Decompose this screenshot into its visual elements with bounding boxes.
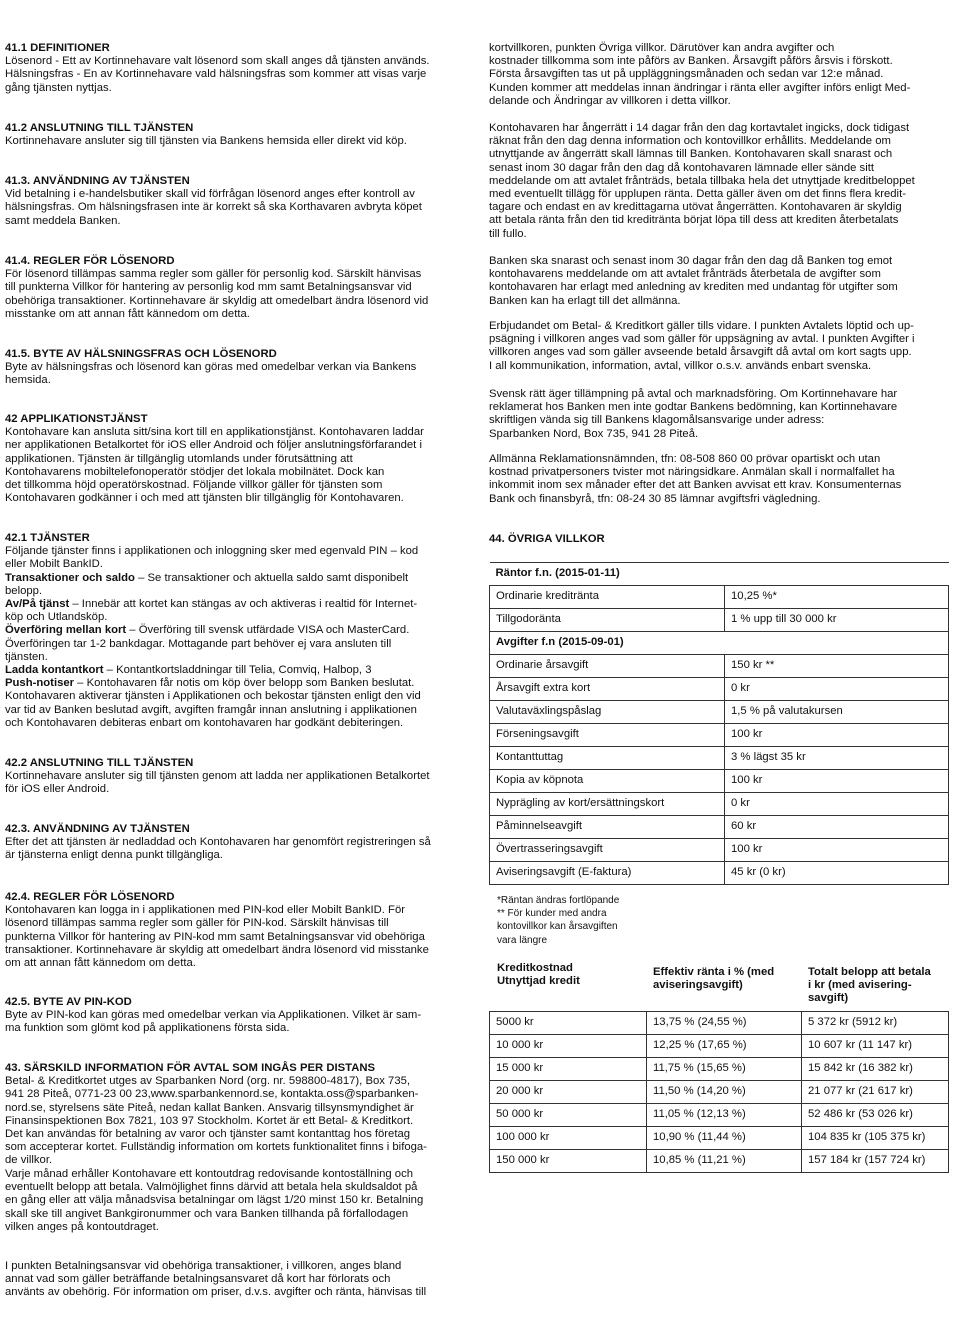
credit-rate: 12,25 % (17,65 %) [647, 1035, 802, 1058]
fee-label: Kopia av köpnota [490, 770, 725, 793]
fee-value: 100 kr [725, 770, 949, 793]
credit-col-header-amount [497, 962, 637, 988]
text-line: Erbjudandet om Betal- & Kreditkort gäller tills vidare. I punkten Avtalets löptid och up- [489, 320, 914, 332]
header-line: Effektiv ränta i % (med [653, 966, 775, 978]
paragraph-withdrawal [489, 122, 959, 241]
text-line: Kontohavaren har ångerrätt i 14 dagar från den dag kortavtalet ingicks, dock tidigast [489, 122, 910, 134]
text-line: Sparbanken Nord, Box 735, 941 28 Piteå. [489, 427, 699, 440]
text-line: ma funktion som glömt kod på applikationens första sida. [5, 1022, 290, 1035]
section-41-1 [5, 42, 470, 95]
fee-label: Ordinarie kreditränta [490, 586, 725, 609]
table-row [490, 1081, 949, 1104]
fee-label: Övertrasseringsavgift [490, 839, 725, 862]
credit-rate: 13,75 % (24,55 %) [647, 1012, 802, 1035]
text-line: eller Mobilt BankID. [5, 558, 103, 571]
text-line: kontohavarens meddelande om att avtalet frånträds återbetala de avgifter som [489, 268, 881, 281]
section-43 [5, 1062, 470, 1168]
text-line: villkoren anges vad som gäller avseende betald årsavgift då avtal om kort sagts upp. [489, 346, 912, 359]
fee-value: 45 kr (0 kr) [725, 862, 949, 885]
text-line: till punkterna Villkor för hantering av personlig kod mm samt Betalningsansvar vid [5, 281, 412, 294]
text-line: kontohavaren har erlagt med anledning av krediten med undantag för utgifter som [489, 281, 898, 294]
section-title: 43. SÄRSKILD INFORMATION FÖR AVTAL SOM INGÅS PER DISTANS [5, 1062, 376, 1074]
section-title: 44. ÖVRIGA VILLKOR [489, 533, 605, 545]
text-line: Efter det att tjänsten är nedladdad och Kontohavaren har genomfört registreringen så [5, 836, 431, 849]
header-line: Kreditkostnad [497, 962, 573, 974]
text-line: en gång eller att välja månadsvisa betalningar om lägst 1/20 minst 150 kr. Betalning [5, 1194, 424, 1207]
fee-value: 0 kr [725, 793, 949, 816]
service-desc: – Kontantkortsladdningar till Telia, Comviq, Halbop, 3 [103, 664, 372, 677]
table-row [490, 839, 949, 862]
text-line: I all kommunikation, information, avtal, villkor o.s.v. används enbart svenska. [489, 359, 872, 372]
text-line: att betala ränta från den tid kreditränta börjat löpa till dess att krediten återbetalats [489, 214, 899, 227]
credit-total: 21 077 kr (21 617 kr) [802, 1081, 949, 1104]
header-line: i kr (med avisering- [808, 979, 912, 992]
text-line: samt meddela Banken. [5, 214, 121, 227]
fees-footnote [497, 894, 647, 947]
text-line: Kontohavarens mobiltelefonoperatör stödjer det lokala mobilnätet. Dock kan [5, 465, 385, 478]
text-line: belopp. [5, 584, 43, 597]
text-line: kostnader tillkomma som inte påförs av Banken. Årsavgift påförs årsvis i förskott. [489, 55, 893, 68]
header-line: aviseringsavgift) [653, 979, 743, 992]
text-line: Banken ska snarast och senast inom 30 dagar från den dag då Banken tog emot [489, 255, 893, 267]
credit-amount: 50 000 kr [490, 1104, 647, 1127]
fee-value: 100 kr [725, 839, 949, 862]
section-title: 41.1 DEFINITIONER [5, 42, 110, 54]
section-title: 41.4. REGLER FÖR LÖSENORD [5, 255, 175, 267]
text-line: skall ske till angivet Bankgironummer och vara Banken tillhanda på förfallodagen [5, 1207, 409, 1220]
text-line: Allmänna Reklamationsnämnden, tfn: 08-508 860 00 prövar opartiskt och utan [489, 453, 881, 465]
text-line: eventuellt belopp att betala. Valmöjlighet finns därvid att betala hela skuldsaldot på [5, 1181, 418, 1194]
service-item [5, 664, 470, 677]
section-42-2 [5, 757, 470, 797]
fee-label: Årsavgift extra kort [490, 678, 725, 701]
table-row [490, 1104, 949, 1127]
table-row [490, 1035, 949, 1058]
text-line: räknat från den dag denna information och kontovillkor erhållits. Meddelande om [489, 135, 891, 148]
text-line: lösenord tillämpas samma regler som gäller för PIN-kod. Särskilt hänvisas till [5, 917, 389, 930]
text-line: obehöriga transaktioner. Kortinnehavare är skyldig att omedelbart ändra lösenord vid [5, 294, 429, 307]
credit-total: 15 842 kr (16 382 kr) [802, 1058, 949, 1081]
text-line: de villkor. [5, 1154, 53, 1167]
text-line: Svensk rätt äger tillämpning på avtal och marknadsföring. Om Kortinnehavare har [489, 388, 898, 400]
fee-value: 150 kr ** [725, 655, 949, 678]
text-line: kontovillkor kan årsavgiften [497, 921, 618, 933]
section-42-3 [5, 823, 470, 863]
table-row [490, 862, 949, 885]
service-term: Av/På tjänst [5, 598, 70, 611]
table-row [490, 632, 949, 655]
text-line: med eventuellt tillägg för upplupen ränta. Detta gäller även om det finns flera kredit- [489, 188, 906, 201]
section-title: 42.4. REGLER FÖR LÖSENORD [5, 891, 175, 903]
text-line: utnyttjande av ångerrätt skall lämnas till Banken. Kontohavaren skall snarast och [489, 148, 893, 161]
text-line: ner applikationen Betalkortet för iOS eller Android och följer anslutningsförfarandet i [5, 439, 422, 452]
fee-label: Tillgodoränta [490, 609, 725, 632]
paragraph-offer [489, 320, 959, 373]
section-title: 41.3. ANVÄNDNING AV TJÄNSTEN [5, 175, 190, 187]
text-line: ** För kunder med andra [497, 908, 607, 920]
section-title: 42.5. BYTE AV PIN-KOD [5, 996, 132, 1008]
header-line: Totalt belopp att betala [808, 966, 931, 978]
table-row [490, 655, 949, 678]
table-row [490, 816, 949, 839]
credit-total: 5 372 kr (5912 kr) [802, 1012, 949, 1035]
credit-amount: 15 000 kr [490, 1058, 647, 1081]
text-line: kostnad privatpersoners tvister mot näringsidkare. Anmälan skall i normalfallet ha [489, 466, 895, 479]
fees-table [489, 562, 949, 885]
text-line: hälsningsfras. Om hälsningsfrasen inte är korrekt så ska Korthavaren avbryta köpet [5, 201, 422, 214]
section-44 [489, 533, 959, 546]
table-row [490, 724, 949, 747]
text-line: I punkten Betalningsansvar vid obehöriga transaktioner, i villkoren, anges bland [5, 1260, 402, 1272]
paragraph-liability [5, 1260, 470, 1300]
section-41-5 [5, 348, 470, 388]
text-line: Överföringen tar 1-2 bankdagar. Mottagande part behöver ej vara ansluten till [5, 637, 392, 650]
credit-amount: 100 000 kr [490, 1127, 647, 1150]
fee-value: 3 % lägst 35 kr [725, 747, 949, 770]
fee-value: 1 % upp till 30 000 kr [725, 609, 949, 632]
table-row [490, 1012, 949, 1035]
service-item [5, 624, 470, 637]
credit-amount: 10 000 kr [490, 1035, 647, 1058]
service-desc: – Innebär att kortet kan stängas av och aktiveras i realtid för Internet- [69, 598, 418, 611]
paragraph-arn [489, 453, 959, 506]
text-line: Byte av PIN-kod kan göras med omedelbar verkan via Applikationen. Vilket är sam- [5, 1009, 422, 1022]
text-line: Byte av hälsningsfras och lösenord kan göras med omedelbar verkan via Bankens [5, 361, 417, 374]
text-line: Lösenord - Ett av Kortinnehavare valt lösenord som skall anges då tjänsten används. [5, 55, 430, 68]
text-line: annat vad som gäller beträffande betalningsansvaret då kort har förlorats och [5, 1273, 391, 1286]
text-line: för iOS eller Android. [5, 783, 110, 796]
fee-value: 100 kr [725, 724, 949, 747]
text-line: *Räntan ändras fortlöpande [497, 895, 620, 906]
service-desc: – Överföring till svensk utfärdade VISA och MasterCard. [126, 624, 410, 637]
text-line: är tjänsterna enligt denna punkt tillgängliga. [5, 849, 223, 862]
credit-rate: 11,50 % (14,20 %) [647, 1081, 802, 1104]
header-line: savgift) [808, 992, 849, 1005]
text-line: använts av obehörig. För information om priser, d.v.s. avgifter och ränta, hänvisas till [5, 1286, 427, 1299]
service-term: Push-notiser [5, 677, 75, 690]
text-line: nord.se, styrelsens säte Piteå, nedan kallat Banken. Ansvarig tillsynsmyndighet är [5, 1101, 414, 1114]
text-line: köp och Utlandsköp. [5, 611, 108, 624]
table-row [490, 1127, 949, 1150]
fee-value: 10,25 %* [725, 586, 949, 609]
text-line: Följande tjänster finns i applikationen och inloggning sker med egenvald PIN – kod [5, 545, 419, 558]
text-line: Betal- & Kreditkortet utges av Sparbanken Nord (org. nr. 598800-4817), Box 735, [5, 1075, 411, 1088]
fee-value: 0 kr [725, 678, 949, 701]
section-title: 42.2 ANSLUTNING TILL TJÄNSTEN [5, 757, 194, 769]
credit-total: 52 486 kr (53 026 kr) [802, 1104, 949, 1127]
table-header: Räntor f.n. (2015-01-11) [490, 563, 949, 586]
credit-cost-table [489, 1011, 949, 1173]
text-line: För lösenord tillämpas samma regler som gäller för personlig kod. Särskilt hänvisas [5, 268, 422, 281]
text-line: hemsida. [5, 374, 51, 387]
text-line: delande och Ändringar av villkoren i detta villkor. [489, 94, 731, 107]
section-42-1 [5, 532, 470, 730]
paragraph-monthly [5, 1168, 470, 1234]
text-line: Första årsavgiften tas ut på uppläggningsmånaden och sedan var 12:e månad. [489, 68, 884, 81]
text-line: 941 28 Piteå, 0771-23 00 23,www.sparbankennord.se, kontakta.oss@sparbanken- [5, 1088, 419, 1101]
credit-amount: 150 000 kr [490, 1150, 647, 1173]
text-line: och Kontohavaren debiteras enbart om kontohavaren har godkänt debiteringen. [5, 716, 404, 729]
service-desc: – Kontohavaren får notis om köp över belopp som Banken beslutat. [74, 677, 415, 690]
fee-label: Nyprägling av kort/ersättningskort [490, 793, 725, 816]
text-line: det tillkomma höjd operatörskostnad. Följande villkor gäller för tjänsten som [5, 479, 383, 492]
fee-value: 1,5 % på valutakursen [725, 701, 949, 724]
text-line: Det kan användas för betalning av varor och tjänster samt kontanttag hos företag [5, 1128, 411, 1141]
text-line: Kontohavaren aktiverar tjänsten i Applikationen och bekostar tjänsten enligt den vid [5, 690, 421, 703]
table-row [490, 1150, 949, 1173]
text-line: punkterna Villkor för hantering av PIN-kod mm samt Betalningsansvar vid obehöriga [5, 930, 425, 943]
text-line: Kontohavare kan ansluta sitt/sina kort till en applikationstjänst. Kontohavaren laddar [5, 426, 424, 439]
service-term: Ladda kontantkort [5, 664, 104, 677]
text-line: transaktioner. Kortinnehavare är skyldig att omedelbart ändra lösenord vid misstanke [5, 943, 429, 956]
service-desc: – Se transaktioner och aktuella saldo samt disponibelt [134, 571, 409, 584]
section-title: 42.3. ANVÄNDNING AV TJÄNSTEN [5, 823, 190, 835]
text-line: tjänsten. [5, 650, 48, 663]
text-line: inkommit inom sex månader efter det att Banken avvisat ett krav. Konsumenternas [489, 479, 902, 492]
text-line: psägning i villkoren anges vad som gäller för uppsägning av avtal. I punkten Avgifter i [489, 333, 915, 346]
text-line: Kunden kommer att meddelas innan ändringar i ränta eller avgifter införs enligt Med- [489, 81, 911, 94]
text-line: Kontohavaren kan logga in i applikationen med PIN-kod eller Mobilt BankID. För [5, 904, 406, 917]
table-row [490, 701, 949, 724]
text-line: Kontohavaren godkänner i och med att tjänsten blir tillgänglig för Kontohavaren. [5, 492, 404, 505]
table-row [490, 563, 949, 586]
text-line: var tid av Banken beslutad avgift, avgiften framgår innan anslutning i applikationen [5, 703, 417, 716]
service-term: Transaktioner och saldo [5, 571, 135, 584]
section-42-5 [5, 996, 470, 1036]
credit-col-header-rate [653, 966, 803, 992]
section-title: 41.2 ANSLUTNING TILL TJÄNSTEN [5, 122, 194, 134]
fee-label: Påminnelseavgift [490, 816, 725, 839]
credit-rate: 11,75 % (15,65 %) [647, 1058, 802, 1081]
text-line: om att annan fått kännedom om detta. [5, 957, 196, 970]
credit-amount: 5000 kr [490, 1012, 647, 1035]
text-line: tagare och endast en av kredittagarna utövat ångerrätten. Kontohavaren är skyldig [489, 201, 902, 214]
service-item [5, 598, 470, 611]
credit-col-header-total [808, 966, 958, 1006]
text-line: meddelande om att avtalet frånträds, betala tillbaka hela det utnyttjade kreditbeloppet [489, 174, 915, 187]
text-line: vilken anges på kontoutdraget. [5, 1220, 159, 1233]
service-item [5, 572, 470, 585]
section-42 [5, 413, 470, 505]
text-line: som accepterar kortet. Fullständig information om kortets funktionalitet finns i bifoga- [5, 1141, 427, 1154]
text-line: Varje månad erhåller Kontohavare ett kontoutdrag redovisande kontoställning och [5, 1168, 413, 1180]
credit-total: 104 835 kr (105 375 kr) [802, 1127, 949, 1150]
section-title: 41.5. BYTE AV HÄLSNINGSFRAS OCH LÖSENORD [5, 348, 277, 360]
text-line: Finansinspektionen Box 7821, 103 97 Stockholm. Kortet är ett Betal- & Kreditkort. [5, 1114, 414, 1127]
credit-total: 157 184 kr (157 724 kr) [802, 1150, 949, 1173]
fee-label: Ordinarie årsavgift [490, 655, 725, 678]
fee-label: Valutaväxlingspåslag [490, 701, 725, 724]
section-41-2 [5, 122, 470, 148]
table-row [490, 770, 949, 793]
credit-amount: 20 000 kr [490, 1081, 647, 1104]
text-line: Vid betalning i e-handelsbutiker skall vid förfrågan lösenord anges efter kontroll av [5, 188, 415, 201]
table-row [490, 678, 949, 701]
header-line: Utnyttjad kredit [497, 975, 580, 988]
section-42-4 [5, 891, 470, 970]
table-header: Avgifter f.n (2015-09-01) [490, 632, 949, 655]
credit-rate: 10,90 % (11,44 %) [647, 1127, 802, 1150]
fee-label: Aviseringsavgift (E-faktura) [490, 862, 725, 885]
section-title: 42 APPLIKATIONSTJÄNST [5, 413, 148, 425]
table-row [490, 1058, 949, 1081]
credit-total: 10 607 kr (11 147 kr) [802, 1035, 949, 1058]
service-item [5, 677, 470, 690]
table-row [490, 747, 949, 770]
table-row [490, 793, 949, 816]
paragraph-refund [489, 255, 959, 308]
text-line: till fullo. [489, 227, 527, 240]
text-line: senast inom 30 dagar från den dag då kontohavaren lämnade eller sände sitt [489, 161, 874, 174]
text-line: vara längre [497, 934, 548, 946]
text-line: Bank och finansbyrå, tfn: 08-24 30 85 lämnar avgiftsfri vägledning. [489, 492, 821, 505]
paragraph-fees-info [489, 42, 959, 108]
table-row [490, 609, 949, 632]
section-41-3 [5, 175, 470, 228]
section-title: 42.1 TJÄNSTER [5, 532, 90, 544]
text-line: gång tjänsten nyttjas. [5, 81, 112, 94]
text-line: Kortinnehavare ansluter sig till tjänsten via Bankens hemsida eller direkt vid köp. [5, 135, 407, 148]
credit-rate: 11,05 % (12,13 %) [647, 1104, 802, 1127]
text-line: skriftligen vända sig till Bankens klagomålsansvarige under adress: [489, 414, 825, 427]
fee-label: Förseningsavgift [490, 724, 725, 747]
table-row [490, 586, 949, 609]
text-line: Hälsningsfras - En av Kortinnehavare vald hälsningsfras som kommer att visas varje [5, 68, 427, 81]
text-line: Kortinnehavare ansluter sig till tjänsten genom att ladda ner applikationen Betalkortet [5, 770, 430, 783]
section-41-4 [5, 255, 470, 321]
service-term: Överföring mellan kort [5, 624, 127, 637]
credit-rate: 10,85 % (11,21 %) [647, 1150, 802, 1173]
text-line: Banken kan ha erlagt till det allmänna. [489, 294, 681, 307]
text-line: kortvillkoren, punkten Övriga villkor. Därutöver kan andra avgifter och [489, 42, 835, 54]
paragraph-law [489, 388, 959, 441]
text-line: reklamerat hos Banken men inte godtar Bankens bedömning, kan Kortinnehavare [489, 401, 898, 414]
fee-label: Kontanttuttag [490, 747, 725, 770]
text-line: misstanke om att annan fått kännedom om detta. [5, 307, 250, 320]
text-line: applikationen. Tjänsten är tillgänglig utomlands under förutsättning att [5, 452, 353, 465]
fee-value: 60 kr [725, 816, 949, 839]
